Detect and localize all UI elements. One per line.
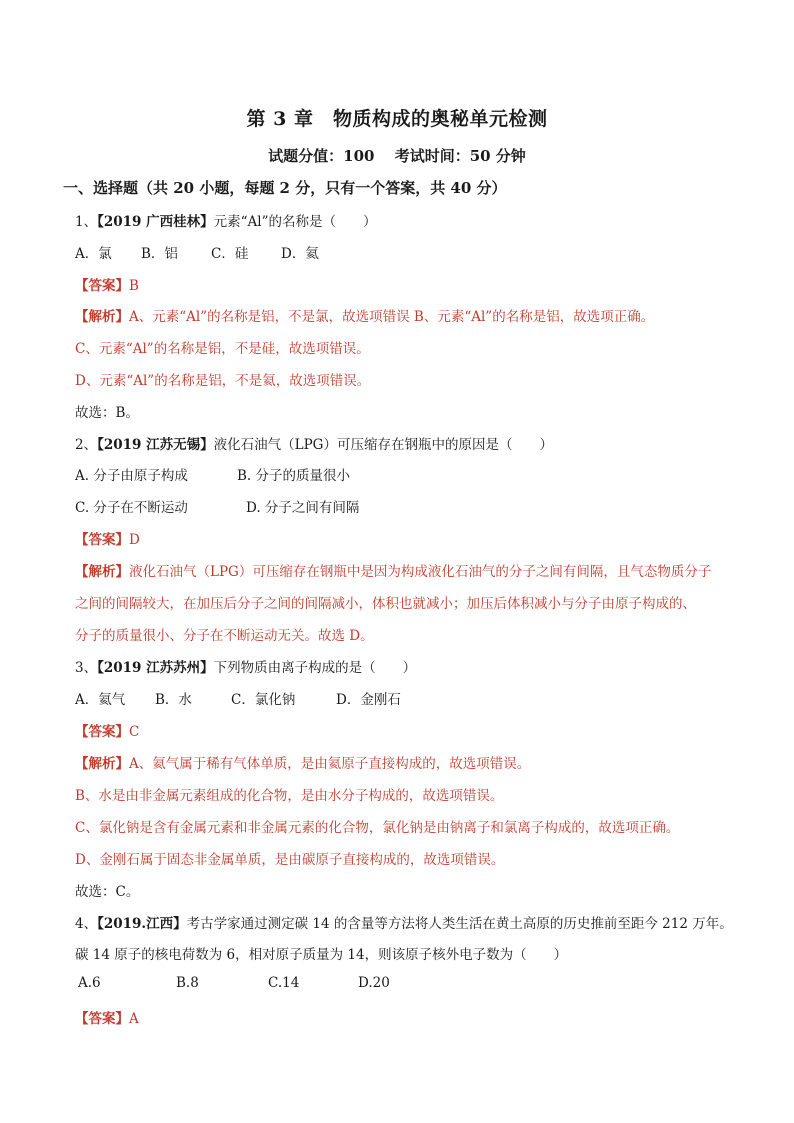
section-heading: 一、选择题（共 20 小题，每题 2 分，只有一个答案，共 40 分）: [63, 179, 507, 197]
question-2-stem: [75, 433, 553, 453]
question-2-options-row-2: [75, 496, 359, 516]
question-3-stem: [75, 656, 416, 676]
analysis-line: D、元素“Al”的名称是铝，不是氦，故选项错误。: [75, 373, 371, 389]
question-text: 液化石油气（LPG）可压缩存在钢瓶中的原因是（ ）: [213, 437, 553, 453]
answer-value: A: [129, 1011, 139, 1027]
option-b: B. 分子的质量很小: [237, 468, 351, 484]
option-b: B．铝: [141, 246, 178, 262]
analysis-label: 【解析】: [75, 564, 129, 580]
question-3-analysis: [75, 752, 530, 772]
option-d: D．金刚石: [336, 692, 401, 708]
analysis-text: 液化石油气（LPG）可压缩存在钢瓶中是因为构成液化石油气的分子之间有间隔，且气态物质分子: [129, 564, 712, 580]
option-d: D．氦: [281, 246, 319, 262]
option-a: A．氦气: [75, 692, 126, 708]
analysis-line: 之间的间隔较大，在加压后分子之间的间隔减小，体积也就减小；加压后体积减小与分子由原子构成的、: [75, 596, 696, 612]
option-c: C．硅: [211, 246, 249, 262]
question-number: 4、: [75, 916, 98, 932]
question-source: 【2019 广西桂林】: [97, 214, 214, 230]
option-b: B.8: [176, 975, 199, 991]
question-2-analysis: [75, 560, 711, 580]
option-c: C．氯化钠: [231, 692, 296, 708]
question-1-answer: [75, 274, 139, 294]
page-title: 第 3 章 物质构成的奥秘单元检测: [246, 108, 548, 130]
option-a: A.6: [78, 975, 101, 991]
question-3-options: [75, 688, 401, 708]
answer-value: D: [129, 532, 140, 548]
question-4-stem-continued: 碳 14 原子的核电荷数为 6，相对原子质量为 14，则该原子核外电子数为（ ）: [75, 947, 568, 963]
question-source: 【2019.江西】: [97, 916, 187, 932]
conclusion: 故选：C。: [75, 884, 140, 900]
option-d: D.20: [358, 975, 390, 991]
question-4-answer: [75, 1007, 139, 1027]
conclusion: 故选：B。: [75, 405, 139, 421]
answer-value: B: [129, 278, 139, 294]
analysis-label: 【解析】: [75, 756, 129, 772]
option-c: C.14: [268, 975, 300, 991]
question-4-stem: [75, 912, 733, 932]
question-source: 【2019 江苏无锡】: [97, 437, 214, 453]
question-text: 考古学家通过测定碳 14 的含量等方法将人类生活在黄土高原的历史推前至距今 212 万年。: [186, 916, 733, 932]
option-b: B．水: [155, 692, 192, 708]
option-d: D. 分子之间有间隔: [246, 500, 360, 516]
answer-label: 【答案】: [75, 532, 129, 548]
question-3-answer: [75, 720, 139, 740]
answer-label: 【答案】: [75, 724, 129, 740]
question-1-analysis: [75, 305, 654, 325]
question-number: 2、: [75, 437, 98, 453]
analysis-text: A、元素“Al”的名称是铝，不是氯，故选项错误 B、元素“Al”的名称是铝，故选项正确。: [129, 309, 655, 325]
analysis-line: B、水是由非金属元素组成的化合物，是由水分子构成的，故选项错误。: [75, 788, 504, 804]
question-source: 【2019 江苏苏州】: [97, 660, 214, 676]
question-2-answer: [75, 528, 140, 548]
exam-info: 试题分值：100 考试时间：50 分钟: [268, 147, 526, 165]
question-text: 下列物质由离子构成的是（ ）: [213, 660, 417, 676]
answer-value: C: [129, 724, 140, 740]
question-1-options: [75, 242, 319, 262]
question-number: 3、: [75, 660, 98, 676]
question-1-stem: [75, 210, 377, 230]
answer-label: 【答案】: [75, 278, 129, 294]
question-text: 元素“Al”的名称是（ ）: [213, 214, 377, 230]
question-4-options: [78, 975, 390, 991]
analysis-line: C、元素“Al”的名称是铝，不是硅，故选项错误。: [75, 341, 370, 357]
analysis-line: 分子的质量很小、分子在不断运动无关。故选 D。: [75, 628, 374, 644]
option-a: A. 分子由原子构成: [75, 468, 188, 484]
answer-label: 【答案】: [75, 1011, 129, 1027]
analysis-label: 【解析】: [75, 309, 129, 325]
analysis-line: C、氯化钠是含有金属元素和非金属元素的化合物，氯化钠是由钠离子和氯离子构成的，故选项正确。: [75, 820, 680, 836]
analysis-line: D、金刚石属于固态非金属单质，是由碳原子直接构成的，故选项错误。: [75, 852, 505, 868]
option-c: C. 分子在不断运动: [75, 500, 188, 516]
analysis-text: A、氦气属于稀有气体单质，是由氦原子直接构成的，故选项错误。: [129, 756, 531, 772]
question-2-options-row-1: [75, 464, 350, 484]
question-number: 1、: [75, 214, 98, 230]
option-a: A．氯: [75, 246, 112, 262]
